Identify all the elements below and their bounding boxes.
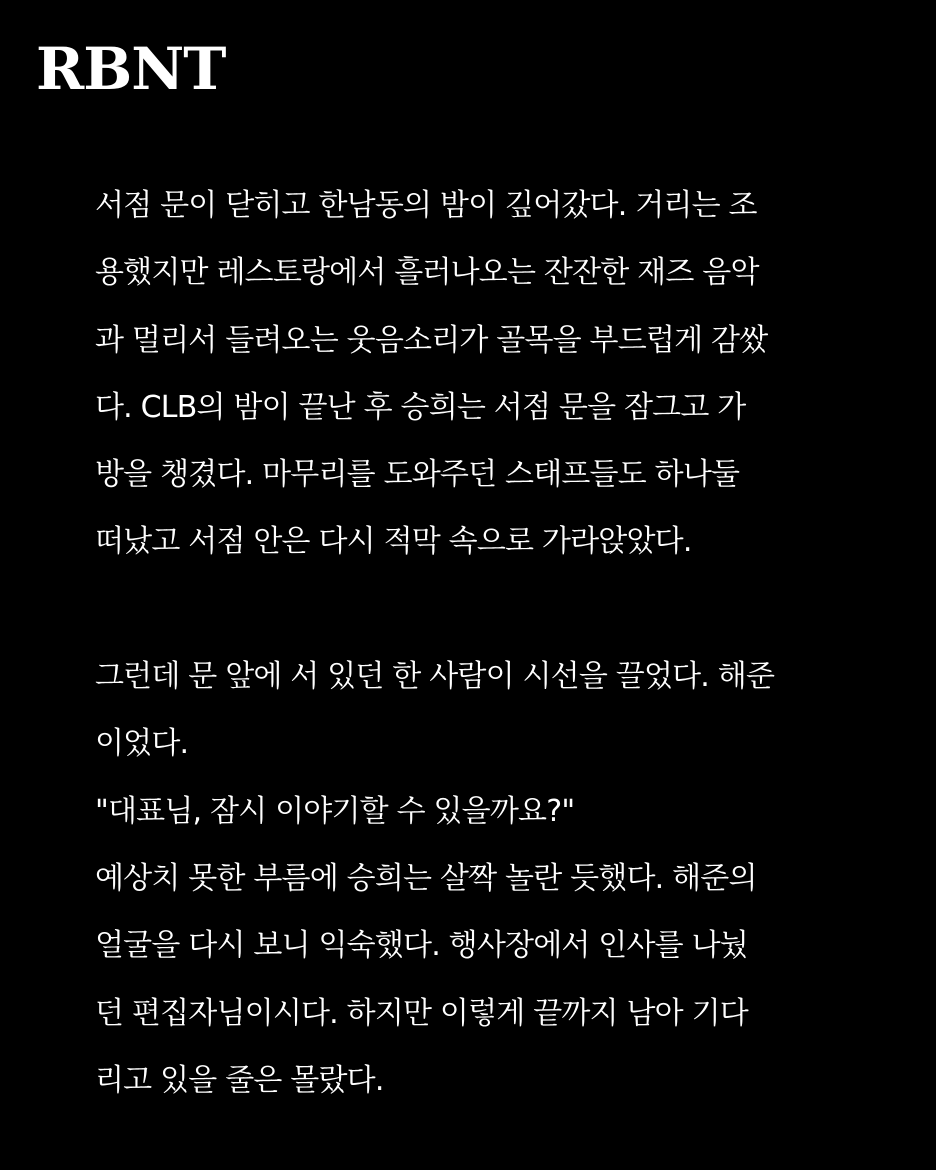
text-line: 서점 문이 닫히고 한남동의 밤이 깊어갔다. 거리는 조	[95, 188, 757, 223]
text-line: 리고 있을 줄은 몰랐다.	[95, 1062, 384, 1098]
text-line: 이었다.	[95, 726, 189, 762]
text-line: 방을 챙겼다. 마무리를 도와주던 스태프들도 하나둘	[95, 457, 740, 493]
text-line: 얼굴을 다시 보니 익숙했다. 행사장에서 인사를 나눴	[95, 928, 748, 964]
text-line: 용했지만 레스토랑에서 흘러나오는 잔잔한 재즈 음악	[95, 255, 759, 291]
text-line: 과 멀리서 들려오는 웃음소리가 골목을 부드럽게 감쌌	[95, 322, 768, 358]
paragraph-gap	[95, 576, 855, 643]
brand-logo: RBNT	[36, 35, 226, 103]
text-line: 떠났고 서점 안은 다시 적막 속으로 가라앉았다.	[95, 524, 692, 560]
text-line: 던 편집자님이시다. 하지만 이렇게 끝까지 남아 기다	[95, 995, 748, 1031]
text-line: 다. CLB의 밤이 끝난 후 승희는 서점 문을 잠그고 가	[95, 389, 746, 425]
text-line: 예상치 못한 부름에 승희는 살짝 놀란 듯했다. 해준의	[95, 860, 757, 896]
dialogue-line: "대표님, 잠시 이야기할 수 있을까요?"	[95, 793, 575, 829]
story-text	[95, 172, 855, 1114]
text-line: 그런데 문 앞에 서 있던 한 사람이 시선을 끌었다. 해준	[95, 659, 775, 695]
